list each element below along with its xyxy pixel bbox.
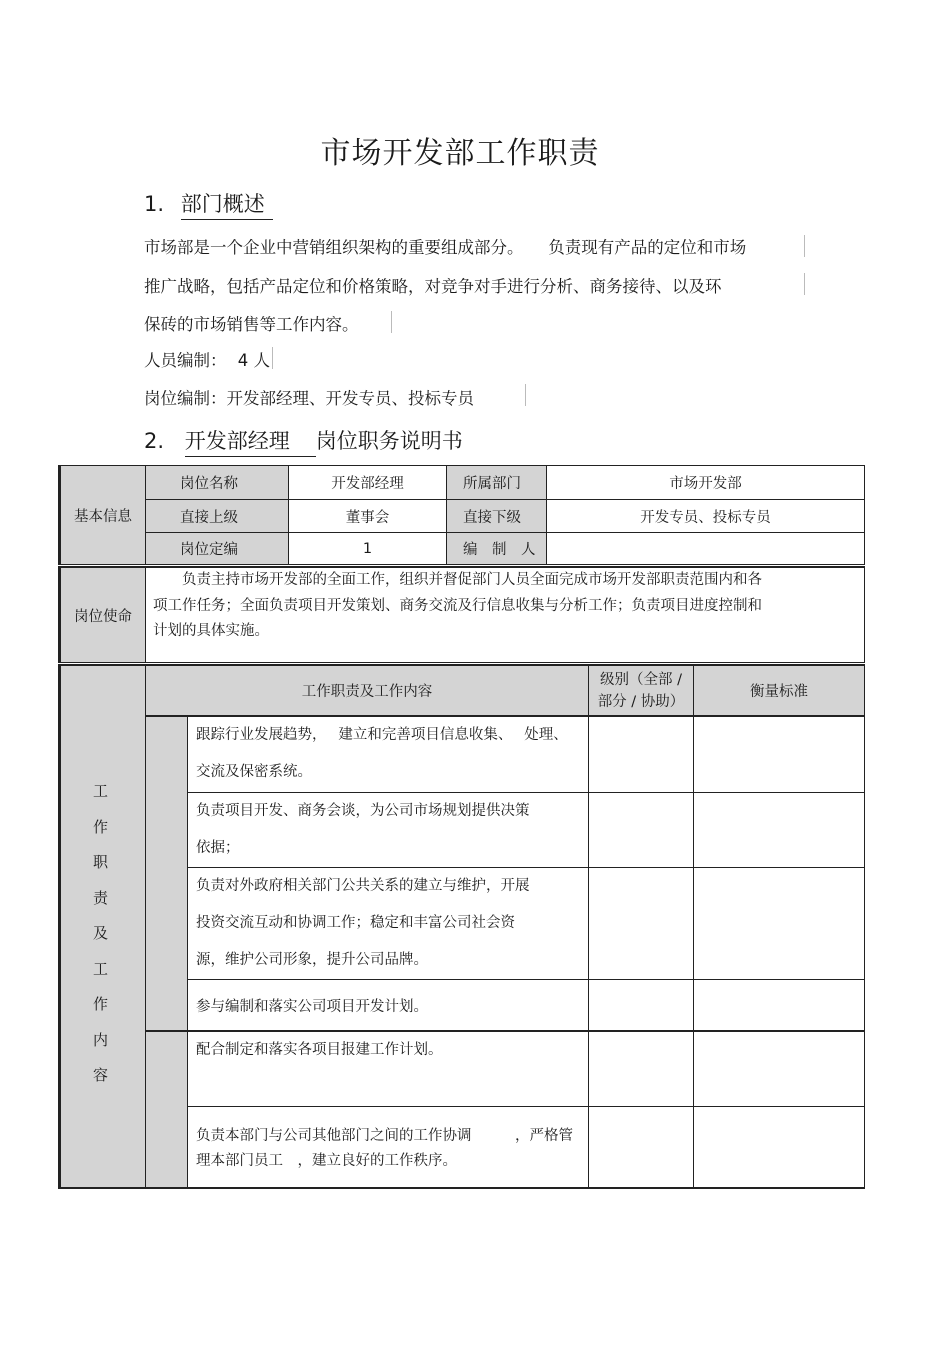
duty-line: 参与编制和落实公司项目开发计划。 (196, 998, 428, 1015)
duty-level-cell (588, 979, 694, 1032)
duties-side-char: 容 (92, 1066, 108, 1084)
duties-side-char: 工 (92, 959, 108, 978)
job-name-value: 开发部经理 (288, 465, 447, 500)
author-value (546, 532, 865, 565)
duty-row (187, 1031, 589, 1107)
standard-header: 衡量标准 (693, 664, 865, 716)
mission-cell (145, 566, 865, 663)
overview-line-2: 推广战略，包括产品定位和价格策略，对竞争对手进行分析、商务接待、以及环 (144, 277, 722, 296)
level-header (588, 664, 694, 716)
job-name-label: 岗位名称 (145, 465, 289, 500)
duty-line: 跟踪行业发展趋势， 建立和完善项目信息收集、 处理、 (196, 727, 568, 743)
page-title: 市场开发部工作职责 (320, 136, 600, 171)
superior-value: 董事会 (288, 499, 447, 533)
dept-value: 市场开发部 (546, 465, 865, 500)
duty-group-1-marker (145, 715, 188, 1032)
duty-line: 交流及保密系统。 (196, 764, 312, 780)
duties-side-char: 工 (92, 782, 108, 800)
mission-label: 岗位使命 (58, 566, 146, 663)
subordinate-value: 开发专员、投标专员 (546, 499, 865, 533)
duties-side-char: 责 (92, 888, 108, 907)
section-1-title: 部门概述 (181, 192, 273, 220)
mission-line-1: 负责主持市场开发部的全面工作，组织并督促部门人员全面完成市场开发部职责范围内和各 (153, 572, 762, 588)
positions-value: 开发部经理、开发专员、投标专员 (226, 389, 474, 408)
section-2-heading (144, 425, 463, 455)
section-2-title-underlined: 开发部经理 (185, 429, 316, 457)
level-header-line-2: 部分 / 协助） (597, 693, 685, 710)
duty-line: 投资交流互动和协调工作；稳定和丰富公司社会资 (196, 915, 515, 931)
headcount-label: 岗位定编 (145, 532, 289, 565)
author-label: 编 制 人 (446, 532, 547, 565)
staffing-line (144, 347, 270, 371)
duties-side-char: 内 (92, 1030, 108, 1049)
duty-line: 负责对外政府相关部门公共关系的建立与维护，开展 (196, 878, 530, 894)
duties-side-char: 作 (92, 817, 108, 836)
mission-line-2: 项工作任务；全面负责项目开发策划、商务交流及行信息收集与分析工作；负责项目进度控制和 (153, 597, 762, 614)
positions-line (144, 385, 474, 409)
section-2-title-rest: 岗位职务说明书 (315, 429, 463, 453)
duty-line: 源，维护公司形象，提升公司品牌。 (196, 952, 428, 968)
basic-info-label: 基本信息 (58, 465, 146, 565)
duty-row (187, 867, 589, 980)
positions-label: 岗位编制： (144, 389, 227, 408)
duty-group-2-marker (145, 1031, 188, 1189)
duty-level-cell (588, 1031, 694, 1107)
overview-line-3: 保砖的市场销售等工作内容。 (144, 315, 359, 334)
duty-standard-cell (693, 979, 865, 1032)
duty-line: 负责项目开发、商务会谈，为公司市场规划提供决策 (196, 803, 530, 819)
subordinate-label: 直接下级 (446, 499, 547, 533)
duty-line: 负责本部门与公司其他部门之间的工作协调 ，严格管 (196, 1128, 573, 1144)
section-1-heading (144, 188, 273, 218)
headcount-value: 1 (288, 532, 447, 565)
staffing-value: 4 人 (237, 351, 270, 370)
duties-side-char: 作 (92, 995, 108, 1013)
duty-standard-cell (693, 1106, 865, 1189)
duty-line: 理本部门员工 ，建立良好的工作秩序。 (196, 1153, 457, 1169)
dept-label: 所属部门 (446, 465, 547, 500)
section-1-number: 1. (144, 192, 165, 216)
duty-row (187, 715, 589, 793)
duty-row (187, 979, 589, 1032)
duty-row (187, 1106, 589, 1189)
overview-line-1: 市场部是一个企业中营销组织架构的重要组成部分。 负责现有产品的定位和市场 (144, 238, 747, 257)
duty-level-cell (588, 715, 694, 793)
duties-side-text (58, 774, 143, 1094)
duty-line: 配合制定和落实各项目报建工作计划。 (196, 1042, 443, 1058)
superior-label: 直接上级 (145, 499, 289, 533)
duties-side-char: 及 (92, 924, 108, 942)
duty-line: 依据； (196, 840, 240, 856)
level-header-line-1: 级别（全部 / (600, 671, 682, 688)
duty-level-cell (588, 1106, 694, 1189)
duty-standard-cell (693, 792, 865, 868)
section-2-number: 2. (144, 429, 165, 453)
duty-standard-cell (693, 1031, 865, 1107)
duty-row (187, 792, 589, 868)
staffing-label: 人员编制： (144, 351, 227, 370)
mission-line-3: 计划的具体实施。 (153, 623, 269, 639)
duties-side-char: 职 (92, 853, 108, 871)
duty-standard-cell (693, 715, 865, 793)
duties-header: 工作职责及工作内容 (145, 664, 589, 716)
duty-standard-cell (693, 867, 865, 980)
duty-level-cell (588, 792, 694, 868)
duty-level-cell (588, 867, 694, 980)
